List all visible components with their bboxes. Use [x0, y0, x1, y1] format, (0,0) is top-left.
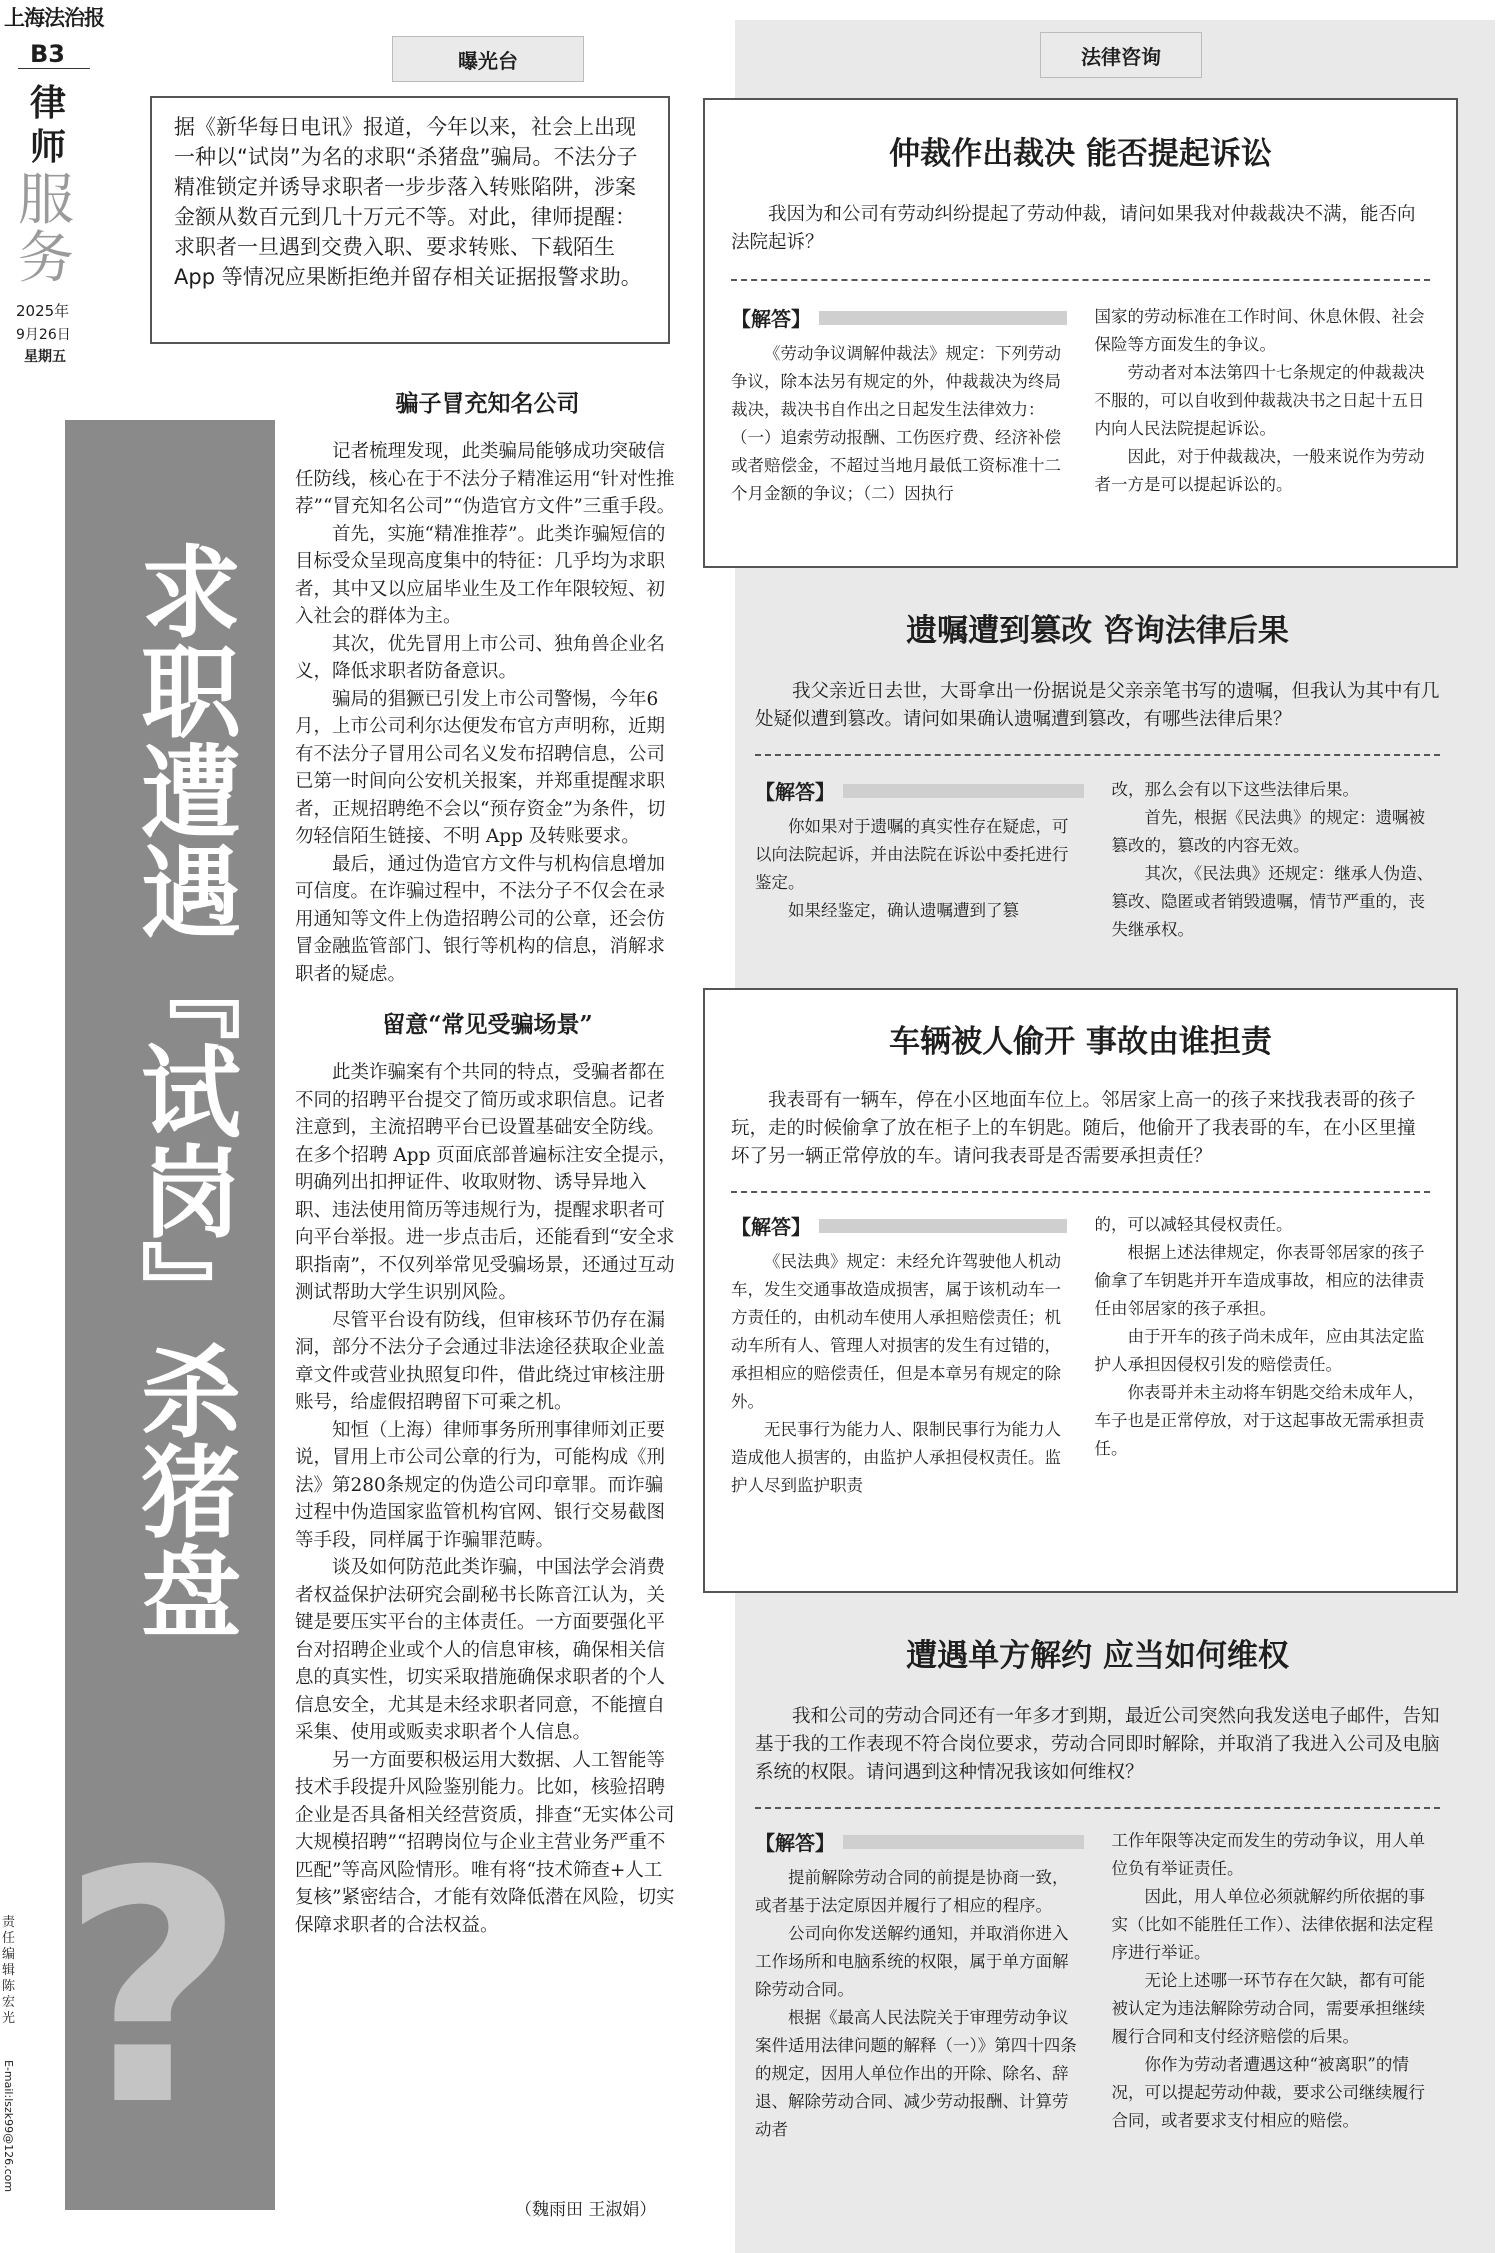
- qa-question: 我因为和公司有劳动纠纷提起了劳动仲裁，请问如果我对仲裁裁决不满，能否向法院起诉？: [731, 204, 1416, 253]
- qa-title: 仲裁作出裁决 能否提起诉讼: [889, 136, 1272, 172]
- qa-title: 遗嘱遭到篡改 咨询法律后果: [906, 613, 1289, 649]
- qa-box: [703, 98, 1458, 568]
- subheading: 骗子冒充知名公司: [395, 390, 580, 417]
- answer-text: 无民事行为能力人、限制民事行为能力人造成他人损害的，由监护人承担侵权责任。监护人尽到监护职责: [731, 1420, 1061, 1495]
- answer-text: 国家的劳动标准在工作时间、休息休假、社会保险等方面发生的争议。: [1094, 307, 1425, 354]
- subheading: 留意“常见受骗场景”: [382, 1011, 593, 1038]
- paragraph: 此类诈骗案有个共同的特点，受骗者都在不同的招聘平台提交了简历或求职信息。记者注意到，主流招聘平台已设置基础安全防线。在多个招聘 App 页面底部普遍标注安全提示，明确列出扣押证件、收取财物、诱导异地入职、违法使用简历等违规行为，提醒求职者可向平台举报。进一步点击后，还能看到“安全求职指南”，不仅列举常见受骗场景，还通过互动测试帮助大学生识别风险。: [295, 1062, 677, 1303]
- answer-text: 改，那么会有以下这些法律后果。: [1111, 780, 1359, 799]
- answer-text: 如果经鉴定，确认遗嘱遭到了篡: [788, 901, 1019, 920]
- answer-text: 你如果对于遗嘱的真实性存在疑虑，可以向法院起诉，并由法院在诉讼中委托进行鉴定。: [755, 817, 1069, 892]
- answer-bar: [843, 1835, 1084, 1849]
- answer-bar: [819, 1219, 1067, 1233]
- answer-text: 首先，根据《民法典》的规定：遗嘱被篡改的，篡改的内容无效。: [1111, 808, 1425, 855]
- paragraph: 最后，通过伪造官方文件与机构信息增加可信度。在诈骗过程中，不法分子不仅会在录用通知等文件上伪造招聘公司的公章，还会仿冒金融监管部门、银行等机构的信息，消解求职者的疑虑。: [295, 853, 666, 985]
- answer-label: 【解答】: [755, 1831, 835, 1855]
- paragraph: 另一方面要积极运用大数据、人工智能等技术手段提升风险鉴别能力。比如，核验招聘企业是否具备相关经营资质，排查“无实体公司大规模招聘”“招聘岗位与企业主营业务严重不匹配”等高风险情形。唯有将“技术筛查+人工复核”紧密结合，才能有效降低潜在风险，切实保障求职者的合法权益。: [295, 1749, 675, 1936]
- answer-text: 劳动者对本法第四十七条规定的仲裁裁决不服的，可以自收到仲裁裁决书之日起十五日内向人民法院提起诉讼。: [1094, 363, 1425, 438]
- paragraph: 骗局的猖獗已引发上市公司警惕，今年6月，上市公司利尔达便发布官方声明称，近期有不法分子冒用公司名义发布招聘信息，公司已第一时间向公安机关报案，并郑重提醒求职者，正规招聘绝不会以“预存资金”为条件，切勿轻信陌生链接、不明 App 及转账要求。: [295, 688, 666, 847]
- answer-text: 其次，《民法典》还规定：继承人伪造、篡改、隐匿或者销毁遗嘱，情节严重的，丧失继承权。: [1111, 864, 1434, 939]
- byline: （魏雨田 王淑娟）: [515, 2200, 657, 2220]
- main-headline: 求职遭遇『试岗』杀猪盘: [124, 540, 242, 1640]
- paragraph: 尽管平台设有防线，但审核环节仍存在漏洞，部分不法分子会通过非法途径获取企业盖章文件或营业执照复印件，借此绕过审核注册账号，给虚假招聘留下可乘之机。: [295, 1309, 666, 1413]
- paper-name: 上海法治报: [4, 5, 104, 30]
- left-article-body: [295, 385, 680, 1939]
- answer-text: 根据上述法律规定，你表哥邻居家的孩子偷拿了车钥匙并开车造成事故，相应的法律责任由邻居家的孩子承担。: [1094, 1243, 1425, 1318]
- editor-email: E-mail:lszk99@126.com: [2, 2060, 15, 2193]
- answer-text: 因此，对于仲裁裁决，一般来说作为劳动者一方是可以提起诉讼的。: [1094, 447, 1425, 494]
- article-lead: 据《新华每日电讯》报道，今年以来，社会上出现一种以“试岗”为名的求职“杀猪盘”骗局。不法分子精准锁定并诱导求职者一步步落入转账陷阱，涉案金额从数百元到几十万元不等。对此，律师提醒：求职者一旦遇到交费入职、要求转账、下载陌生 App 等情况应果断拒绝并留存相关证据报警求助。: [150, 96, 670, 344]
- answer-label: 【解答】: [755, 780, 835, 804]
- answer-text: 提前解除劳动合同的前提是协商一致，或者基于法定原因并履行了相应的程序。: [755, 1868, 1069, 1915]
- issue-date: 9月26日: [16, 327, 71, 343]
- section-tag-legal-consult: 法律咨询: [1040, 32, 1202, 78]
- qa-title: 车辆被人偷开 事故由谁担责: [889, 1024, 1272, 1060]
- qa-question: 我父亲近日去世，大哥拿出一份据说是父亲亲笔书写的遗嘱，但我认为其中有几处疑似遭到篡改。请问如果确认遗嘱遭到篡改，有哪些法律后果？: [755, 681, 1440, 730]
- answer-bar: [843, 784, 1084, 798]
- section-name-part2: 服务: [18, 168, 74, 291]
- answer-text: 根据《最高人民法院关于审理劳动争议案件适用法律问题的解释（一）》第四十四条的规定，因用人单位作出的开除、除名、辞退、解除劳动合同、减少劳动报酬、计算劳动者: [755, 2008, 1077, 2139]
- qa-question: 我和公司的劳动合同还有一年多才到期，最近公司突然向我发送电子邮件，告知基于我的工作表现不符合岗位要求，劳动合同即时解除，并取消了我进入公司及电脑系统的权限。请问遇到这种情况我该如何维权？: [755, 1706, 1440, 1783]
- answer-text: 《民法典》规定：未经允许驾驶他人机动车，发生交通事故造成损害，属于该机动车一方责任的，由机动车使用人承担赔偿责任；机动车所有人、管理人对损害的发生有过错的，承担相应的赔偿责任，但是本章另有规定的除外。: [731, 1252, 1061, 1411]
- divider: [755, 754, 1440, 756]
- paragraph: 记者梳理发现，此类骗局能够成功突破信任防线，核心在于不法分子精准运用“针对性推荐”“冒充知名公司”“伪造官方文件”三重手段。: [295, 441, 676, 517]
- paragraph: 谈及如何防范此类诈骗，中国法学会消费者权益保护法研究会副秘书长陈音江认为，关键是要压实平台的主体责任。一方面要强化平台对招聘企业或个人的信息审核，确保相关信息的真实性，切实采取措施确保求职者的个人信息安全，尤其是未经求职者同意，不能擅自采集、使用或贩卖求职者个人信息。: [295, 1557, 666, 1743]
- qa-title: 遭遇单方解约 应当如何维权: [906, 1638, 1289, 1674]
- answer-text: 无论上述哪一环节存在欠缺，都有可能被认定为违法解除劳动合同，需要承担继续履行合同和支付经济赔偿的后果。: [1111, 1971, 1425, 2046]
- answer-label: 【解答】: [731, 1215, 811, 1239]
- masthead-divider: [18, 68, 90, 69]
- section-tag-exposure: 曝光台: [392, 36, 584, 82]
- issue-year: 2025年: [16, 302, 70, 320]
- qa-box: [703, 988, 1458, 1593]
- answer-label: 【解答】: [731, 307, 811, 331]
- qa-question: 我表哥有一辆车，停在小区地面车位上。邻居家上高一的孩子来找我表哥的孩子玩，走的时候偷拿了放在柜子上的车钥匙。随后，他偷开了我表哥的车，在小区里撞坏了另一辆正常停放的车。请问我表哥是否需要承担责任？: [731, 1090, 1416, 1167]
- qa-block: [735, 605, 1460, 944]
- answer-text: 你表哥并未主动将车钥匙交给未成年人，车子也是正常停放，对于这起事故无需承担责任。: [1094, 1383, 1425, 1458]
- divider: [755, 1807, 1440, 1809]
- issue-weekday: 星期五: [24, 349, 66, 365]
- answer-text: 公司向你发送解约通知，并取消你进入工作场所和电脑系统的权限，属于单方面解除劳动合同。: [755, 1924, 1069, 1999]
- divider: [731, 279, 1430, 281]
- paragraph: 其次，优先冒用上市公司、独角兽企业名义，降低求职者防备意识。: [295, 633, 666, 682]
- section-name-part1: 律师: [30, 83, 67, 168]
- page-number: B3: [30, 40, 65, 68]
- paragraph: 知恒（上海）律师事务所刑事律师刘正要说，冒用上市公司公章的行为，可能构成《刑法》第280条规定的伪造公司印章罪。而诈骗过程中伪造国家监管机构官网、银行交易截图等手段，同样属于诈骗罪范畴。: [295, 1419, 666, 1551]
- answer-text: 你作为劳动者遭遇这种“被离职”的情况，可以提起劳动仲裁，要求公司继续履行合同，或者要求支付相应的赔偿。: [1111, 2055, 1425, 2130]
- answer-bar: [819, 311, 1067, 325]
- qa-block: [735, 1630, 1460, 2144]
- answer-text: 《劳动争议调解仲裁法》规定：下列劳动争议，除本法另有规定的外，仲裁裁决为终局裁决，裁决书自作出之日起发生法律效力：（一）追索劳动报酬、工伤医疗费、经济补偿或者赔偿金，不超过当地月最低工资标准十二个月金额的争议；（二）因执行: [731, 344, 1061, 503]
- paragraph: 首先，实施“精准推荐”。此类诈骗短信的目标受众呈现高度集中的特征：几乎均为求职者，其中又以应届毕业生及工作年限较短、初入社会的群体为主。: [295, 523, 666, 627]
- divider: [731, 1191, 1430, 1193]
- answer-text: 因此，用人单位必须就解约所依据的事实（比如不能胜任工作）、法律依据和法定程序进行举证。: [1111, 1887, 1434, 1962]
- editor-credit: 责任编辑 陈宏光: [2, 1915, 16, 2026]
- answer-text: 由于开车的孩子尚未成年，应由其法定监护人承担因侵权引发的赔偿责任。: [1094, 1327, 1425, 1374]
- answer-text: 的，可以减轻其侵权责任。: [1094, 1215, 1293, 1234]
- answer-text: 工作年限等决定而发生的劳动争议，用人单位负有举证责任。: [1111, 1831, 1425, 1878]
- question-mark-graphic: ?: [60, 1804, 246, 2176]
